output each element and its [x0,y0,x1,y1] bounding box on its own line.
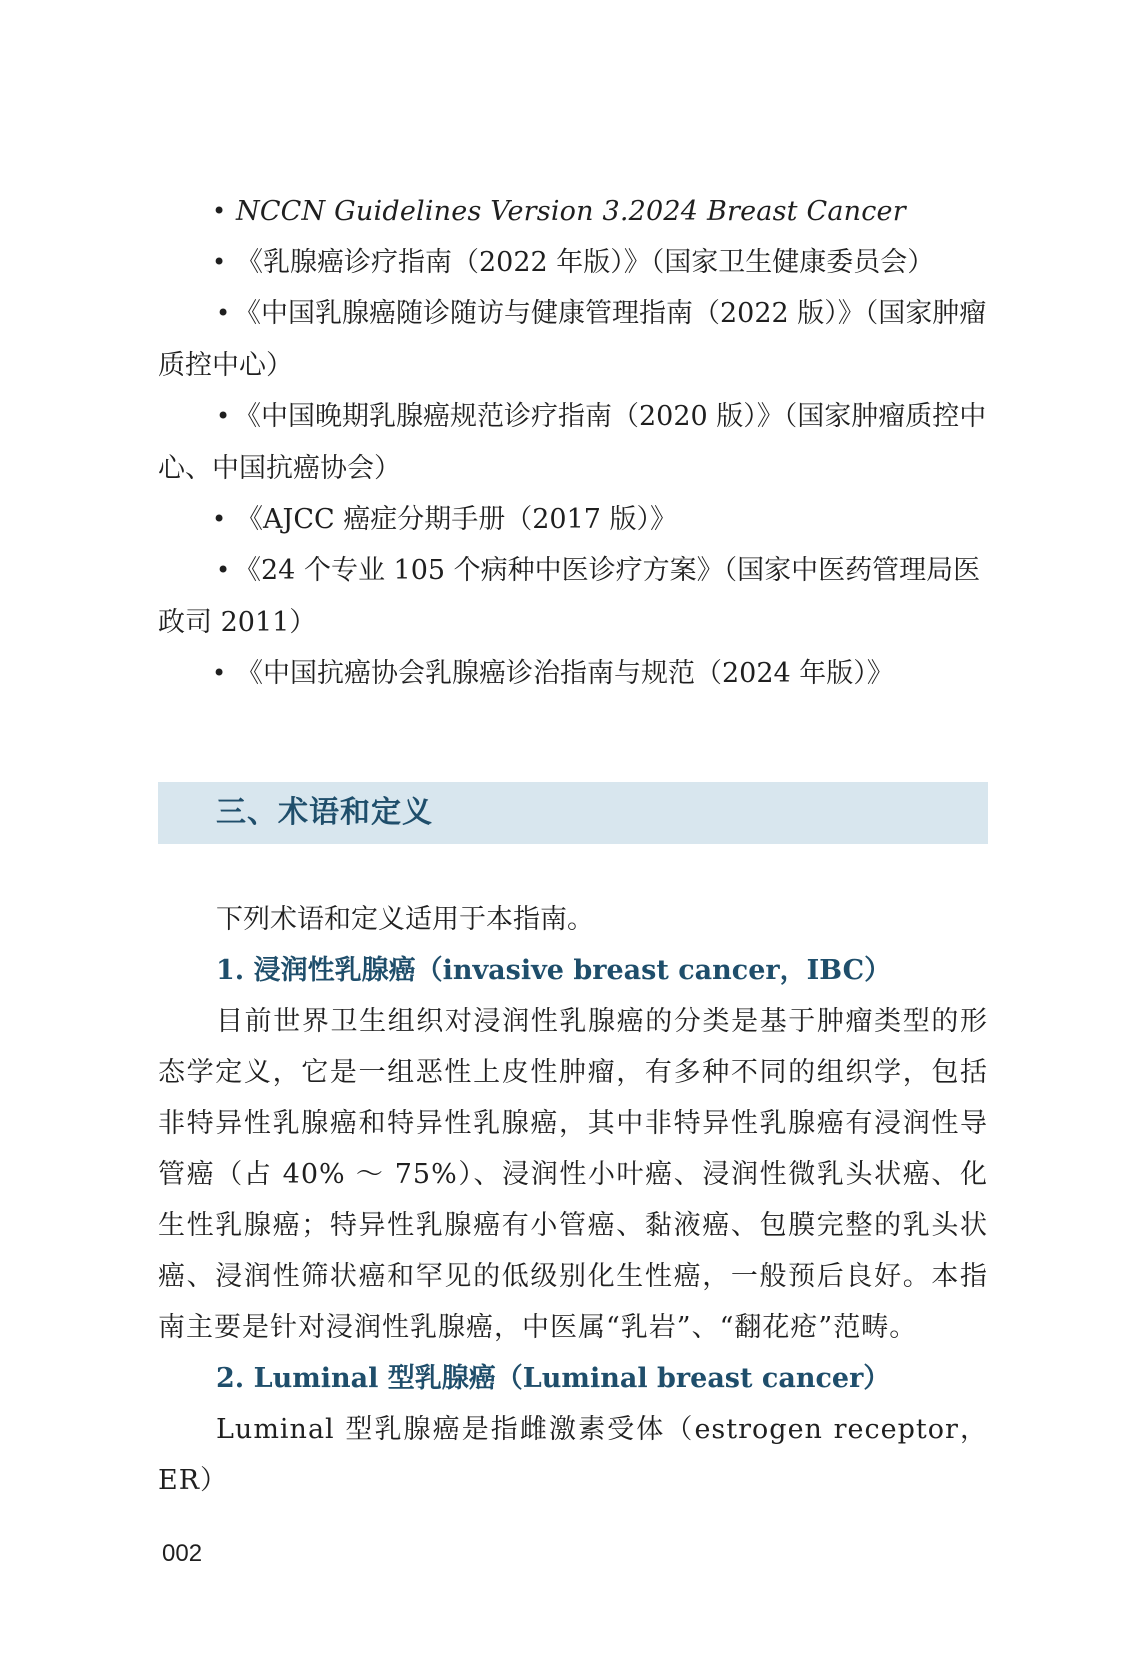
reference-text: 《AJCC 癌症分期手册（2017 版）》 [236,504,678,535]
reference-text: NCCN Guidelines Version 3.2024 Breast Cancer [236,196,906,227]
reference-item [158,545,988,648]
bullet-icon: • [212,248,227,276]
reference-item [158,648,988,699]
reference-list [158,186,988,699]
section-header [158,782,988,844]
reference-text: 《乳腺癌诊疗指南（2022 年版）》（国家卫生健康委员会） [236,247,935,278]
reference-item [158,186,988,237]
bullet-icon: • [216,299,231,327]
term-definition-ibc: 目前世界卫生组织对浸润性乳腺癌的分类是基于肿瘤类型的形态学定义，它是一组恶性上皮性肿瘤，有多种不同的组织学，包括非特异性乳腺癌和特异性乳腺癌，其中非特异性乳腺癌有浸润性导管癌（占 40% ～ 75%）、浸润性小叶癌、浸润性微乳头状癌、化生性乳腺癌；特异性乳腺癌有小管癌、黏液癌、包膜完整的乳头状癌、浸润性筛状癌和罕见的低级别化生性癌，一般预后良好。本指南主要是针对浸润性乳腺癌，中医属“乳岩”、“翻花疮”范畴。 [158,1006,988,1343]
reference-text: 《中国晚期乳腺癌规范诊疗指南（2020 版）》（国家肿瘤质控中心、中国抗癌协会） [158,401,987,484]
term-heading-luminal: 2. Luminal 型乳腺癌（Luminal breast cancer） [216,1363,891,1394]
bullet-icon: • [216,402,231,430]
reference-text: 《中国乳腺癌随诊随访与健康管理指南（2022 版）》（国家肿瘤质控中心） [158,298,987,381]
reference-item [158,237,988,288]
page-number: 002 [162,1540,203,1567]
reference-item [158,391,988,494]
intro-paragraph: 下列术语和定义适用于本指南。 [216,904,594,935]
bullet-icon: • [212,197,227,225]
reference-text: 《中国抗癌协会乳腺癌诊治指南与规范（2024 年版）》 [236,658,894,689]
bullet-icon: • [212,505,227,533]
bullet-icon: • [212,659,227,687]
reference-item [158,288,988,391]
reference-item [158,494,988,545]
bullet-icon: • [216,556,231,584]
term-definition-luminal: Luminal 型乳腺癌是指雌激素受体（estrogen receptor，ER） [158,1414,988,1496]
body-text [158,894,988,1506]
section-title: 三、术语和定义 [216,795,433,830]
reference-text: 《24 个专业 105 个病种中医诊疗方案》（国家中医药管理局医政司 2011） [158,555,981,638]
term-heading-ibc: 1. 浸润性乳腺癌（invasive breast cancer，IBC） [216,955,892,986]
